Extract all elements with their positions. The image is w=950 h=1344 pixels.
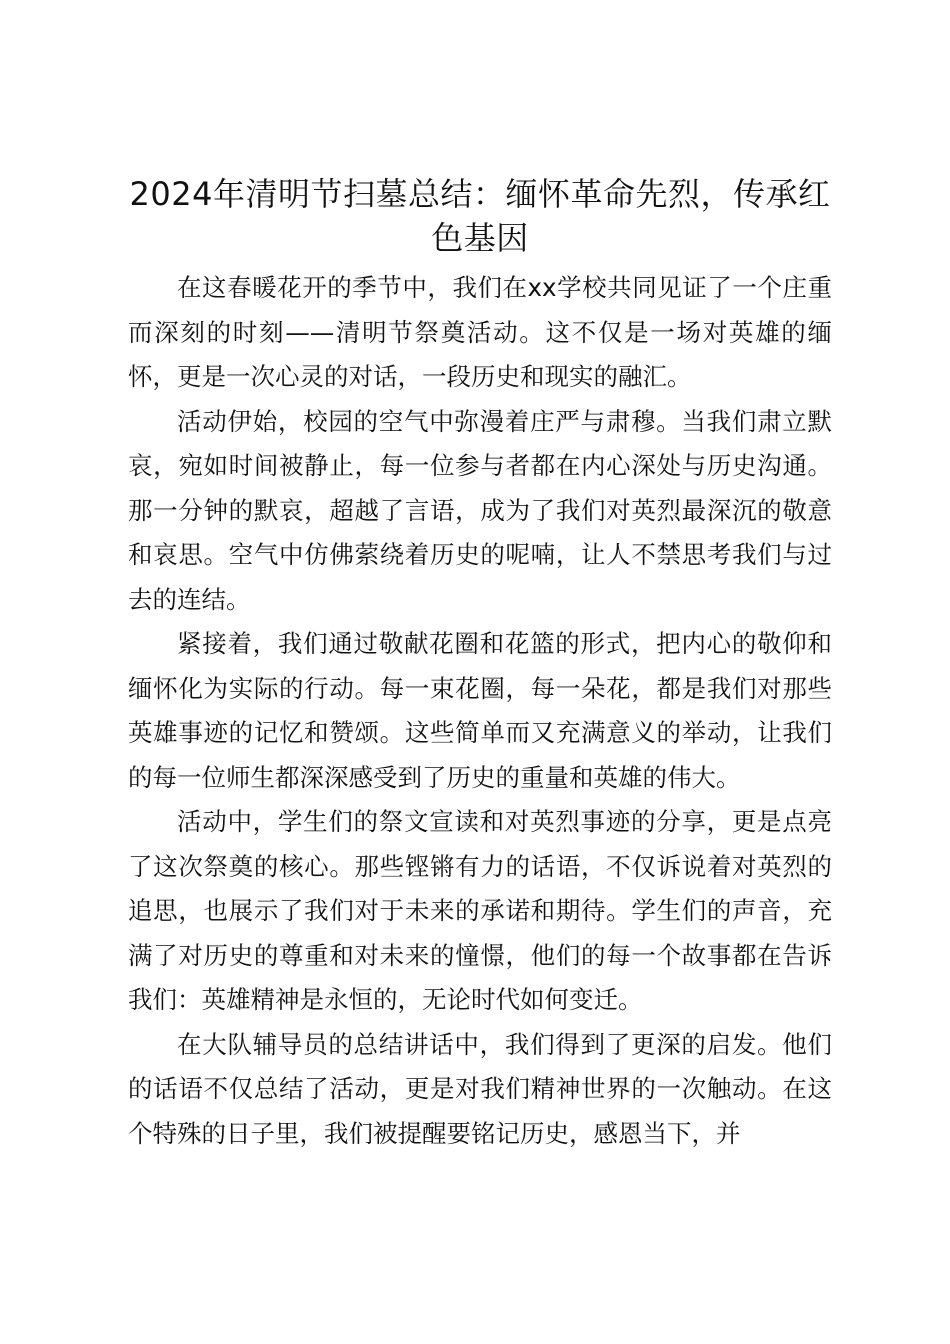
paragraph-3: 紧接着，我们通过敬献花圈和花篮的形式，把内心的敬仰和缅怀化为实际的行动。每一束花圈，每一朵花，都是我们对那些英雄事迹的记忆和赞颂。这些简单而又充满意义的举动，让我们的每一位师生都深深感受到了历史的重量和英雄的伟大。 <box>128 629 832 792</box>
paragraph-4: 活动中，学生们的祭文宣读和对英烈事迹的分享，更是点亮了这次祭奠的核心。那些铿锵有力的话语，不仅诉说着对英烈的追思，也展示了我们对于未来的承诺和期待。学生们的声音，充满了对历史的尊重和对未来的憧憬，他们的每一个故事都在告诉我们：英雄精神是永恒的，无论时代如何变迁。 <box>128 807 832 1014</box>
paragraph-5: 在大队辅导员的总结讲话中，我们得到了更深的启发。他们的话语不仅总结了活动，更是对我们精神世界的一次触动。在这个特殊的日子里，我们被提醒要铭记历史，感恩当下，并 <box>128 1029 832 1148</box>
paragraph-1: 在这春暖花开的季节中，我们在xx学校共同见证了一个庄重而深刻的时刻——清明节祭奠活动。这不仅是一场对英雄的缅怀，更是一次心灵的对话，一段历史和现实的融汇。 <box>128 273 832 391</box>
document-title: 2024年清明节扫墓总结：缅怀革命先烈，传承红色基因 <box>129 175 831 257</box>
document-page <box>128 172 832 1156</box>
paragraph-2: 活动伊始，校园的空气中弥漫着庄严与肃穆。当我们肃立默哀，宛如时间被静止，每一位参与者都在内心深处与历史沟通。那一分钟的默哀，超越了言语，成为了我们对英烈最深沉的敬意和哀思。空气中仿佛萦绕着历史的呢喃，让人不禁思考我们与过去的连结。 <box>128 406 832 614</box>
